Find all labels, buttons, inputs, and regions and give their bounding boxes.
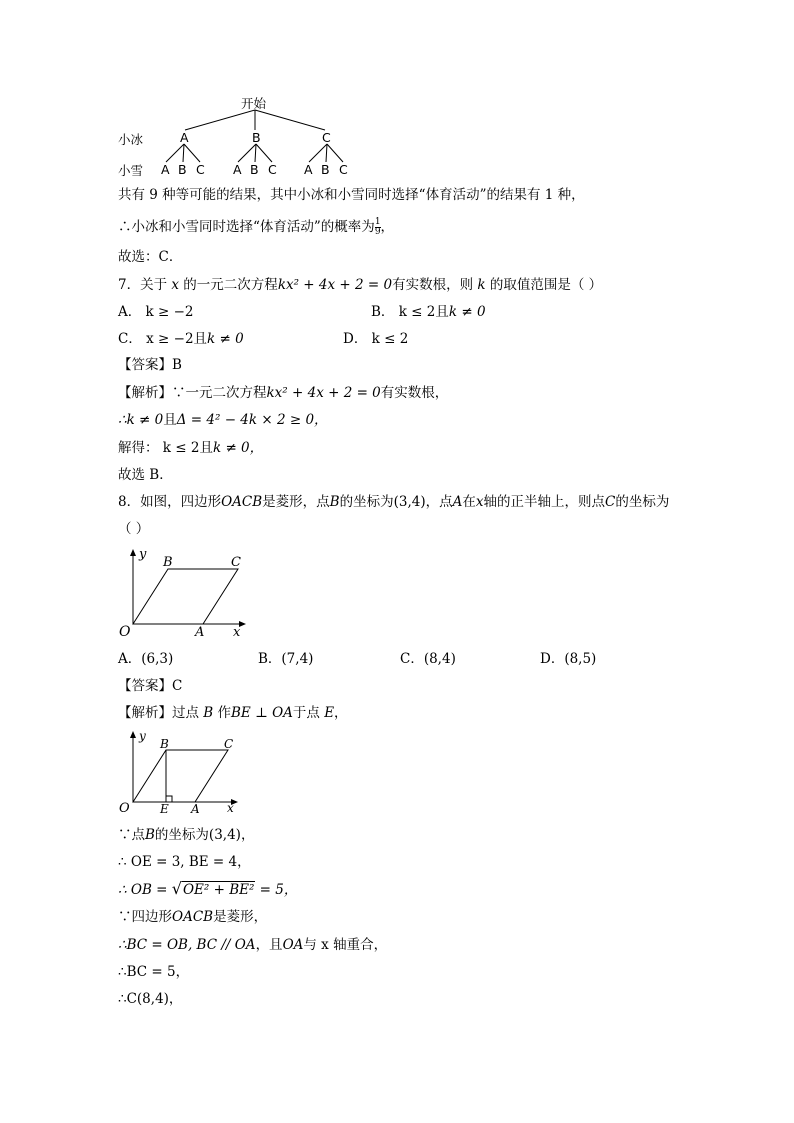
tree-lines <box>0 90 794 270</box>
tree-node-c: C <box>322 130 331 145</box>
q8-option-d: D．(8,5) <box>540 651 597 667</box>
q8-step-3: ∴ OB = √OE² + BE² = 5， <box>118 879 298 898</box>
q8-option-b: B．(7,4) <box>258 651 314 667</box>
q7-analysis-line-1: 【解析】∵一元二次方程kx² + 4x + 2 = 0有实数根， <box>118 385 449 401</box>
fraction: $\frac{1}{9}$ <box>374 217 381 237</box>
tree-row-label-2: 小雪 <box>118 163 144 178</box>
q8-step-1: ∵点B的坐标为(3,4)， <box>118 827 255 843</box>
q8-figure-1 <box>115 546 255 646</box>
point-a-label: A <box>195 625 205 640</box>
tree-leaf: C <box>196 162 205 177</box>
y-axis-label: y <box>139 729 146 743</box>
sqrt-sign: √ <box>171 879 182 898</box>
q8-analysis-line-1: 【解析】过点 B 作BE ⊥ OA于点 E， <box>118 705 348 721</box>
tree-leaf: B <box>321 162 330 177</box>
tree-leaf: C <box>268 162 277 177</box>
point-b-label: B <box>160 737 169 751</box>
q8-step-7: ∴C(8,4)， <box>118 991 183 1007</box>
tree-row-label-1: 小冰 <box>118 132 144 147</box>
q7-option-b: B． k ≤ 2且k ≠ 0 <box>371 304 486 320</box>
q8-figure-2 <box>115 728 255 818</box>
tree-leaf: A <box>161 162 170 177</box>
q8-step-6: ∴BC = 5， <box>118 964 190 980</box>
tree-node-b: B <box>252 130 261 145</box>
q7-analysis-line-3: 解得： k ≤ 2且k ≠ 0， <box>118 440 264 456</box>
q7-stem: 7．关于 x 的一元二次方程kx² + 4x + 2 = 0有实数根，则 k 的取值范围是（ ） <box>118 277 603 293</box>
q8-stem: 8．如图，四边形OACB是菱形，点B的坐标为(3,4)，点A在x轴的正半轴上，则点C的坐标为 <box>118 494 670 510</box>
x-axis-label: x <box>233 625 241 640</box>
sqrt-radicand: OE² + BE² <box>182 882 255 898</box>
prev-solution-line-1: 共有 9 种等可能的结果，其中小冰和小雪同时选择“体育活动”的结果有 1 种， <box>118 187 585 203</box>
q8-answer: 【答案】C <box>118 678 183 694</box>
q7-answer: 【答案】B <box>118 357 182 373</box>
point-c-label: C <box>231 555 241 570</box>
q8-step-2: ∴ OE = 3, BE = 4， <box>118 854 251 870</box>
q8-step-5: ∴BC = OB, BC // OA，且OA与 x 轴重合， <box>118 937 388 953</box>
q7-option-d: D． k ≤ 2 <box>343 331 409 347</box>
rhombus <box>133 750 228 802</box>
origin-label: O <box>119 624 131 640</box>
prev-solution-line-2: ∴小冰和小雪同时选择“体育活动”的概率为 $\frac{1}{9}$ ， <box>118 217 395 237</box>
tree-root: 开始 <box>241 96 267 111</box>
prev-solution-line-3: 故选：C． <box>118 249 183 265</box>
tree-leaf: B <box>250 162 259 177</box>
q8-option-c: C．(8,4) <box>400 651 456 667</box>
q7-option-c: C． x ≥ −2且k ≠ 0 <box>118 331 244 347</box>
point-b-label: B <box>163 555 173 570</box>
q8-option-a: A．(6,3) <box>118 651 174 667</box>
point-c-label: C <box>224 737 234 751</box>
point-e-label: E <box>160 802 169 816</box>
origin-label: O <box>119 801 130 816</box>
point-a-label: A <box>191 802 200 816</box>
x-axis-label: x <box>227 801 234 815</box>
q8-stem-paren: （ ） <box>118 521 150 537</box>
rhombus <box>133 569 238 624</box>
tree-leaf: A <box>233 162 242 177</box>
q8-step-4: ∵四边形OACB是菱形， <box>118 909 268 925</box>
q7-option-a: A． k ≥ −2 <box>118 304 194 320</box>
y-axis-label: y <box>139 547 147 562</box>
tree-node-a: A <box>180 130 189 145</box>
tree-leaf: C <box>339 162 348 177</box>
tree-leaf: B <box>178 162 187 177</box>
q7-analysis-line-2: ∴k ≠ 0且Δ = 4² − 4k × 2 ≥ 0， <box>118 412 328 428</box>
tree-leaf: A <box>304 162 313 177</box>
q7-conclusion: 故选 B． <box>118 467 173 483</box>
